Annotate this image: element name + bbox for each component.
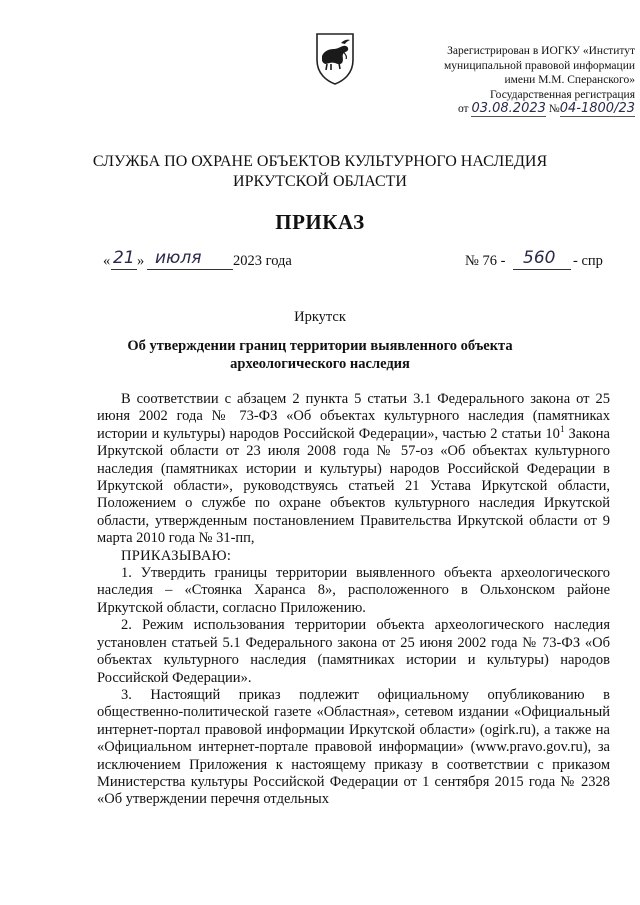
stamp-line-3: имени М.М. Сперанского» <box>504 74 635 86</box>
order-item-1: 1. Утвердить границы территории выявленного объекта археологического наследия – «Стоянка Харанса 8», расположенного в Ольхонском районе Иркутской области, согласно Приложению. <box>97 565 610 616</box>
stamp-line-4: Государственная регистрация <box>490 88 635 101</box>
number-underline <box>513 269 571 270</box>
stamp-line-2: муниципальной правовой информации <box>443 59 635 72</box>
order-number-prefix: № 76 - <box>465 253 506 269</box>
stamp-line-1: Зарегистрирован в ИОГКУ «Институт <box>447 45 635 57</box>
day-underline <box>111 269 137 270</box>
order-month-handwritten: июля <box>155 248 202 268</box>
preamble-paragraph <box>97 391 610 548</box>
preamble-text-a: В соответствии с абзацем 2 пункта 5 статьи 3.1 Федерального закона от 25 июня 2002 года № 73-ФЗ «Об объектах культурного наследия (памятниках истории и культуры) народов Российской Федерации», частью 2 статьи 10 <box>97 391 610 442</box>
stamp-number-prefix: № <box>548 103 560 115</box>
close-quote: » <box>137 253 145 269</box>
order-title-line-2: археологического наследия <box>230 356 410 372</box>
month-underline <box>147 269 233 270</box>
agency-name <box>0 152 640 192</box>
order-number-handwritten: 560 <box>523 248 556 268</box>
agency-name-line-2: ИРКУТСКОЙ ОБЛАСТИ <box>233 173 407 190</box>
order-year: 2023 года <box>233 253 292 269</box>
open-quote: « <box>103 253 111 269</box>
order-day-handwritten: 21 <box>113 248 135 268</box>
order-item-2: 2. Режим использования территории объекта археологического наследия установлен статьей 5.1 Федерального закона от 25 июня 2002 года № 73-ФЗ «Об объектах культурного наследия (памятниках истории и культуры) народов Российской Федерации». <box>97 617 610 686</box>
order-city: Иркутск <box>294 309 346 325</box>
order-number-suffix: - спр <box>573 253 603 269</box>
order-item-3: 3. Настоящий приказ подлежит официальному опубликованию в общественно-политической газете «Областная», сетевом издании «Официальный интернет-портал правовой информации Иркутской области» (ogirk.ru), а также на «Официальном интернет-портале правовой информации» (www.pravo.gov.ru), за исключением Приложения к настоящему приказу в соответствии с приказом Министерства культуры Российской Федерации от 1 сентября 2015 года № 2328 «Об утверждении перечня отдельных <box>97 686 610 808</box>
coat-of-arms-emblem <box>313 30 357 86</box>
stamp-date-handwritten: 03.08.2023 <box>471 101 546 116</box>
stamp-registration-line <box>430 102 635 117</box>
order-date-number-row <box>103 248 603 275</box>
preamble-text-b: Закона Иркутской области от 23 июля 2008 года № 57-оз «Об объектах культурного наследия (памятниках истории и культуры) народов Российской Федерации в Иркутской области», руководствуясь статьей 21 Устава Иркутской области, Положением о службе по охране объектов культурного наследия Иркутской области, утвержденным постановлением Правительства Иркутской области от 9 марта 2010 года № 31-пп, <box>97 425 610 547</box>
order-keyword: ПРИКАЗЫВАЮ: <box>121 547 232 564</box>
stamp-date-prefix: от <box>457 103 469 115</box>
document-type-heading: ПРИКАЗ <box>275 210 365 234</box>
order-body <box>97 391 610 809</box>
preamble-superscript: 1 <box>559 423 565 434</box>
agency-name-line-1: СЛУЖБА ПО ОХРАНЕ ОБЪЕКТОВ КУЛЬТУРНОГО НАСЛЕДИЯ <box>92 153 548 170</box>
stamp-number-handwritten: 04-1800/23 <box>559 101 635 116</box>
order-title-line-1: Об утверждении границ территории выявленного объекта <box>127 338 513 354</box>
order-title <box>100 337 540 373</box>
registration-stamp <box>430 44 635 117</box>
